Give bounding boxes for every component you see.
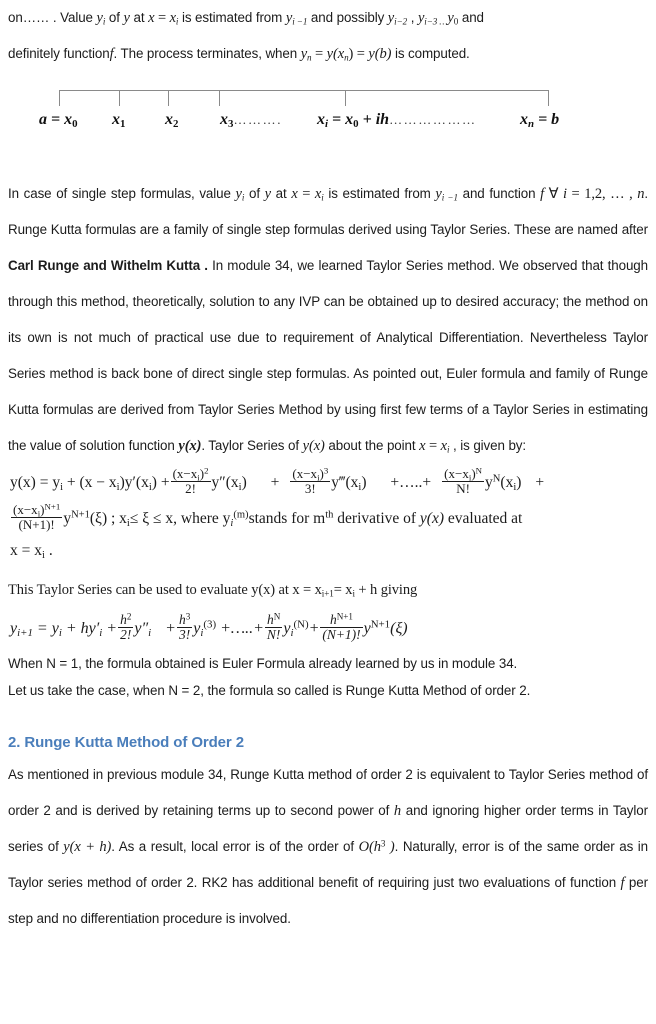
axis-label-x3: $x_3\dots\dots\dots$. <box>220 111 283 131</box>
taylor-series-equation-line1 <box>10 465 648 498</box>
axis-tick-x2 <box>168 90 169 106</box>
page-section-heading: 2. Runge Kutta Method of Order 2 <box>8 734 244 751</box>
axis-label-a-x0: $a = x_0$ <box>39 111 78 131</box>
intro-yim2: y <box>387 10 395 26</box>
ts-f3-fn: y‴(x <box>331 474 359 491</box>
when-n-2-text: Let us take the case, when N = 2, the formula so called is Runge Kutta Method of order 2. <box>8 683 531 698</box>
ts-fN-fn-pow: N <box>492 473 501 485</box>
ts-cond6-sub: i <box>42 549 45 561</box>
rc-lhs-sub: i+1 <box>17 627 33 640</box>
ss-p10: In module 34, we learned Taylor Series method. We observed that though through this method, theoretically, solution to any IVP can be obtained up to desired accuracy; the method on its own is not much of practical use due to requirement of Analytical Differentiation. Nevertheless Taylor Series method is back bone of direct single step formulas. As pointed out, Euler formula and family of Runge Kutta formulas are derived from Taylor Series Method by using first few terms of a Taylor Series in estimating the value of solution function <box>8 258 648 453</box>
axis-line <box>59 90 548 91</box>
rc-plus-3: + <box>165 620 176 637</box>
ts-frac-N-den: N! <box>442 481 484 496</box>
rk2-paragraph <box>8 757 648 937</box>
rc-fN-fn-sub: i <box>290 627 294 640</box>
ts-frac-R-den: (N+1)! <box>11 517 62 532</box>
ts-frac-2-den: 2! <box>171 481 211 496</box>
rk2-p3: . As a result, local error is of the order of <box>111 839 359 854</box>
rc-f2-fn: y″ <box>134 620 149 637</box>
rk2-bigO: O(h <box>358 839 381 855</box>
intro2-yb: y(b) <box>368 46 392 62</box>
ts-t1: (x − x <box>79 474 117 491</box>
axis-tick-xn <box>548 90 549 106</box>
axis-tick-x1 <box>119 90 120 106</box>
ts-t0-sub: i <box>60 481 64 493</box>
rc-plus-2: + <box>106 620 118 637</box>
intro2-yn: y <box>300 46 308 62</box>
rc-dots: +…..+ <box>220 620 264 637</box>
ss-xi2-sub: i <box>446 444 450 455</box>
ss-xi2: x <box>440 438 447 454</box>
rc-frac-3-num: $h^3$ <box>178 610 191 627</box>
rc-t0: y <box>51 620 59 637</box>
rc-fR-fn-arg: (ξ) <box>390 620 408 637</box>
intro-paragraph-line2 <box>8 36 648 72</box>
ts-frac-N <box>442 467 484 495</box>
intro-yim1-sub: i −1 <box>292 16 308 27</box>
rc-f2-fn-sub: i <box>148 627 152 640</box>
ts-fN-fn-sub: i <box>513 481 517 493</box>
ss-p3: at <box>270 186 292 201</box>
evaluate-paragraph <box>8 576 648 604</box>
ts-t1-close: ) <box>151 474 157 491</box>
ts-frac-R-num: $(x-x_i)^{N+1}$ <box>13 501 61 519</box>
intro-comma: , <box>407 10 418 25</box>
ts-cond2-sub: i <box>230 517 234 529</box>
rc-plus-4: + <box>308 620 320 637</box>
axis-tick-xi <box>345 90 346 106</box>
ts-fR-fn-pow: N+1 <box>71 509 90 521</box>
rc-frac-N <box>265 610 282 642</box>
rc-t1: hy′ <box>80 620 100 637</box>
rk2-p5: per step and no differentiation procedure is involved. <box>8 875 648 926</box>
rk2-p1: As mentioned in previous module 34, Runge Kutta method of order 2 is equivalent to Taylor Series method of order 2 and is derived by retaining terms up to second power of <box>8 767 648 818</box>
rc-frac-R-den: (N+1)! <box>322 626 361 642</box>
ss-yim1-sub: i −1 <box>441 192 458 203</box>
ss-p6: and function <box>457 186 541 201</box>
ts-plus-1: + <box>66 474 76 491</box>
rk2-bigO-close: ) <box>385 839 395 855</box>
ts-frac-N-num: $(x-x_i)^N$ <box>444 465 483 483</box>
ss-p2: of <box>244 186 265 201</box>
ev-a: This Taylor Series can be used to evaluate y(x) at x = x <box>8 582 322 598</box>
ts-cond3-sup: th <box>325 509 334 521</box>
rk2-f: f <box>620 875 625 891</box>
intro-of: of <box>105 10 124 25</box>
intro2-a: definitely function <box>8 46 110 61</box>
ss-xi-sub: i <box>321 192 324 203</box>
ss-f: f <box>540 186 545 202</box>
intro-yim3-sub: i−3 … <box>424 16 448 27</box>
ss-names: Carl Runge and Withelm Kutta . <box>8 258 208 273</box>
rc-frac-N-den: N! <box>266 626 281 642</box>
intro-xi: x <box>169 10 176 26</box>
ts-t0: y <box>52 474 61 491</box>
intro-x: x <box>148 10 155 26</box>
ts-fN-fn: y <box>485 474 493 491</box>
recurrence-equation <box>10 610 648 644</box>
ts-lhs: y(x) <box>10 474 36 491</box>
ts-plus-3: + <box>270 474 280 491</box>
intro2-computed: is computed. <box>391 46 470 61</box>
rc-fR-fn: y <box>363 620 371 637</box>
intro2-eq2: ) = <box>348 46 369 62</box>
axis-label-xn-b: $x_n = b$ <box>520 111 560 131</box>
rk2-p2: and ignoring higher order terms in Taylor series of <box>8 803 648 854</box>
rk2-p4: . Naturally, error is of the same order as in Taylor series method of order 2. RK2 has additional benefit of requiring just two evaluations of function <box>8 839 649 890</box>
rc-frac-R <box>320 610 362 642</box>
ts-frac-3 <box>290 467 330 495</box>
ev-sub1: i+1 <box>321 588 334 599</box>
ss-p14: , is given by: <box>449 438 527 453</box>
axis-tick-x3 <box>219 90 220 106</box>
ts-t1-end: )y′(x <box>119 474 149 491</box>
ts-cond7: . <box>44 542 53 559</box>
ts-frac-2 <box>171 467 211 495</box>
rc-t1-sub: i <box>99 627 103 640</box>
ts-plus-2: + <box>160 474 170 491</box>
axis-label-x1: $x_1$ <box>112 111 126 131</box>
ts-cond5: evaluated at <box>444 510 523 527</box>
intro-y-sub: i <box>102 16 106 27</box>
rc-plus-1: + <box>65 620 77 637</box>
intro-at: at <box>129 10 149 25</box>
ss-p8: = 1,2, … , <box>566 186 638 202</box>
ss-x: x <box>291 186 298 202</box>
ts-frac-3-den: 3! <box>290 481 330 496</box>
ev-b: = x <box>333 582 353 598</box>
intro-line-1-text: on…… . Value <box>8 10 97 25</box>
rc-eq: = <box>36 620 48 637</box>
axis-label-x2: $x_2$ <box>165 111 179 131</box>
ts-plus-4: + <box>535 474 545 491</box>
ts-fR-fn-arg: (ξ) <box>89 510 108 527</box>
ss-yim1: y <box>435 186 442 202</box>
ts-cond-sub: i <box>126 517 130 529</box>
intro-yim2-sub: i−2 <box>394 16 408 27</box>
ss-p4: = <box>297 186 315 202</box>
intro2-b: . The process terminates, when <box>113 46 301 61</box>
ss-yx: y(x) <box>302 438 325 454</box>
rc-f3-fn-sub: i <box>200 627 204 640</box>
rc-frac-2 <box>118 610 133 642</box>
axis-tick-x0 <box>59 90 60 106</box>
rc-frac-3 <box>177 610 192 642</box>
taylor-series-equation-line2 <box>10 501 648 534</box>
interval-partition-diagram <box>8 78 648 156</box>
ss-p7: ∀ <box>544 186 564 202</box>
ss-y: y <box>235 186 242 202</box>
axis-dots-long: ……………… <box>389 112 477 127</box>
ss-p1: In case of single step formulas, value <box>8 186 236 201</box>
ts-cond6: x = x <box>10 542 42 559</box>
intro-xi-sub: i <box>175 16 179 27</box>
ts-eq: = <box>39 474 49 491</box>
ts-frac-2-num: $(x-x_i)^2$ <box>172 465 209 483</box>
ss-y-sub: i <box>241 192 245 203</box>
intro2-yn-sub: n <box>307 52 312 63</box>
rc-fR-fn-sup: N+1 <box>370 618 391 631</box>
rc-frac-2-den: 2! <box>118 627 133 642</box>
intro-and: and <box>458 10 484 25</box>
rc-frac-2-num: $h^2$ <box>120 610 132 627</box>
intro2-f: f <box>109 46 114 62</box>
ts-frac-R <box>11 503 62 531</box>
rc-frac-3-den: 3! <box>177 627 192 642</box>
intro-yim3: y <box>417 10 425 26</box>
taylor-series-equation-line3 <box>10 536 648 566</box>
ss-i: i <box>563 186 567 202</box>
ss-p11: . Taylor Series of <box>201 438 303 453</box>
rc-t0-sub: i <box>58 627 62 640</box>
intro-yvar: y <box>123 10 130 26</box>
ev-sub2: i <box>352 588 355 599</box>
ts-dots: +…..+ <box>390 474 432 491</box>
intro-y0-sub: 0 <box>453 16 459 27</box>
axis-dots-short: ………. <box>233 112 283 127</box>
intro-y0: y <box>447 10 454 26</box>
single-step-paragraph <box>8 176 648 464</box>
intro-possibly: and possibly <box>307 10 388 25</box>
ts-frac-3-num: $(x-x_i)^3$ <box>292 465 329 483</box>
rc-fN-fn-sup: (N) <box>293 618 309 631</box>
ts-cond4: derivative of <box>333 510 420 527</box>
axis-label-group <box>8 111 648 141</box>
intro2-yxn: y(x <box>326 46 345 62</box>
rc-f3-fn-sup: (3) <box>203 618 217 631</box>
rc-f3-fn: y <box>193 620 201 637</box>
ev-c: + h giving <box>354 582 418 598</box>
rk2-h: h <box>393 803 402 819</box>
ts-cond2: ≤ ξ ≤ x, where y <box>129 510 231 527</box>
rc-lhs: y <box>10 620 18 637</box>
ts-t1-sub: i <box>116 481 120 493</box>
axis-label-xi: $x_i = x_0$ + ih……………… <box>317 111 477 131</box>
ts-cond3: stands for m <box>248 510 326 527</box>
intro2-eq: = <box>311 46 327 62</box>
intro-y: y <box>96 10 103 26</box>
rk2-bigO-pow: 3 <box>380 838 386 849</box>
ss-p5: is estimated from <box>323 186 436 201</box>
ss-n: n <box>637 186 645 202</box>
ts-f2-fn: y″(x <box>211 474 239 491</box>
intro-equals: = <box>154 10 170 26</box>
ss-p9: . Runge Kutta formulas are a family of single step formulas derived using Taylor Series. These are named after <box>8 186 648 237</box>
ts-f3-fn-sub: i <box>358 481 362 493</box>
ts-cond-yx: y(x) <box>419 510 445 527</box>
ss-yx-bold: y(x) <box>178 438 202 454</box>
ts-cond2-sup: (m) <box>233 509 249 521</box>
ss-x2: x <box>419 438 426 454</box>
intro2-yxn-sub: n <box>344 52 349 63</box>
ss-yvar: y <box>264 186 271 202</box>
ts-t1-end-sub: i <box>148 481 152 493</box>
ts-fN-fn-arg: (x <box>500 474 514 491</box>
rk2-yxh: y(x + h) <box>63 839 112 855</box>
intro-estimated-from: is estimated from <box>178 10 286 25</box>
ts-fR-fn: y <box>63 510 72 527</box>
rc-frac-N-num: $h^N$ <box>266 610 281 627</box>
ts-fN-fn-close: ) <box>516 474 522 491</box>
ts-cond: ; x <box>107 510 127 527</box>
when-n-line-2 <box>8 677 648 704</box>
intro-paragraph <box>8 0 648 36</box>
when-n-1-text: When N = 1, the formula obtained is Euler Formula already learned by us in module 34. <box>8 656 518 671</box>
when-n-line-1 <box>8 650 648 677</box>
ss-p12: about the point <box>324 438 420 453</box>
ts-f2-fn-sub: i <box>238 481 242 493</box>
ss-xi: x <box>314 186 322 202</box>
ts-f2-fn-close: ) <box>241 474 247 491</box>
rc-frac-R-num: $h^{N+1}$ <box>329 610 353 627</box>
intro-yim1: y <box>285 10 293 26</box>
ss-p13: = <box>425 438 441 454</box>
rc-fN-fn: y <box>283 620 291 637</box>
ts-f3-fn-close: ) <box>361 474 367 491</box>
